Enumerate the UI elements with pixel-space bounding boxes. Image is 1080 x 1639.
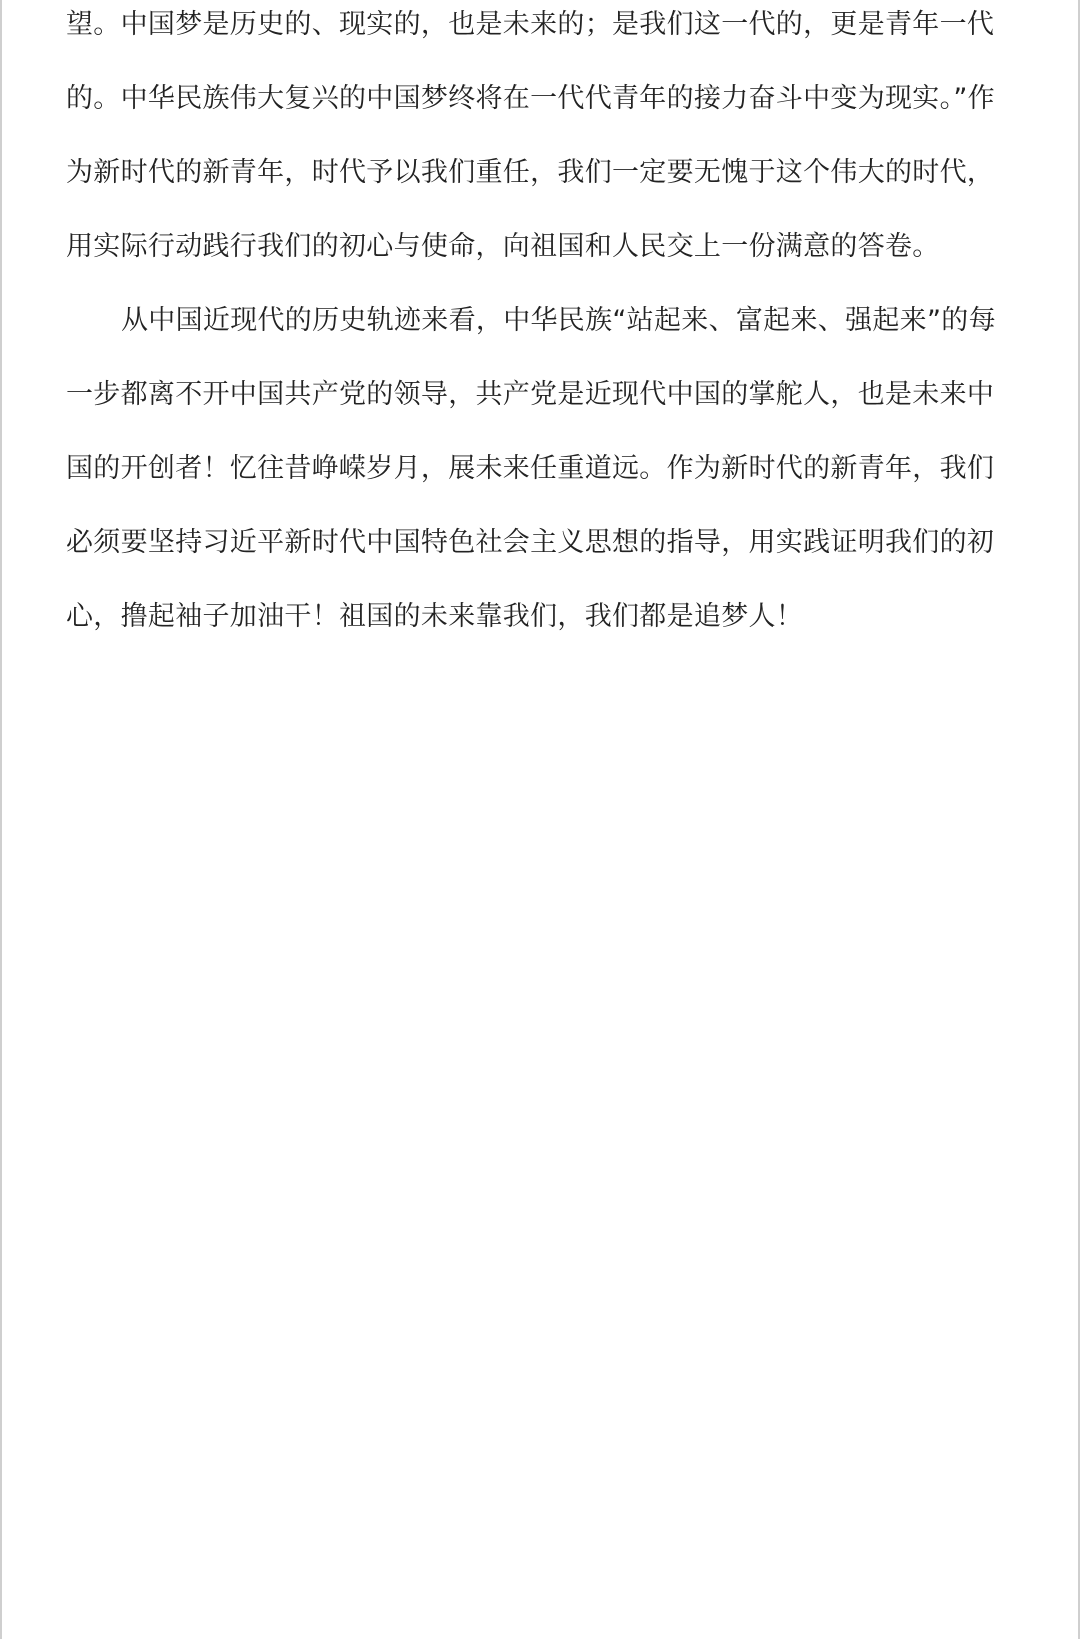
paragraph-2-line-2: 一步都离不开中国共产党的领导，共产党是近现代中国的掌舵人，也是未来中: [66, 379, 995, 410]
page-left-edge: [0, 0, 2, 1639]
paragraph-1-line-1: 望。中国梦是历史的、现实的，也是未来的；是我们这一代的，更是青年一代: [66, 9, 995, 40]
paragraph-2-line-1: 从中国近现代的历史轨迹来看，中华民族“站起来、富起来、强起来”的每: [121, 305, 996, 336]
paragraph-2-line-5: 心，撸起袖子加油干！祖国的未来靠我们，我们都是追梦人！: [66, 601, 804, 632]
paragraph-1-line-2: 的。中华民族伟大复兴的中国梦终将在一代代青年的接力奋斗中变为现实。”作: [66, 83, 995, 114]
paragraph-1-line-4: 用实际行动践行我们的初心与使命，向祖国和人民交上一份满意的答卷。: [66, 231, 940, 262]
document-body: [66, 0, 1016, 666]
paragraph-1-line-3: 为新时代的新青年，时代予以我们重任，我们一定要无愧于这个伟大的时代，: [66, 157, 995, 188]
paragraph-2-line-4: 必须要坚持习近平新时代中国特色社会主义思想的指导，用实践证明我们的初: [66, 527, 995, 558]
paragraph-2-line-3: 国的开创者！忆往昔峥嵘岁月，展未来任重道远。作为新时代的新青年，我们: [66, 453, 995, 484]
